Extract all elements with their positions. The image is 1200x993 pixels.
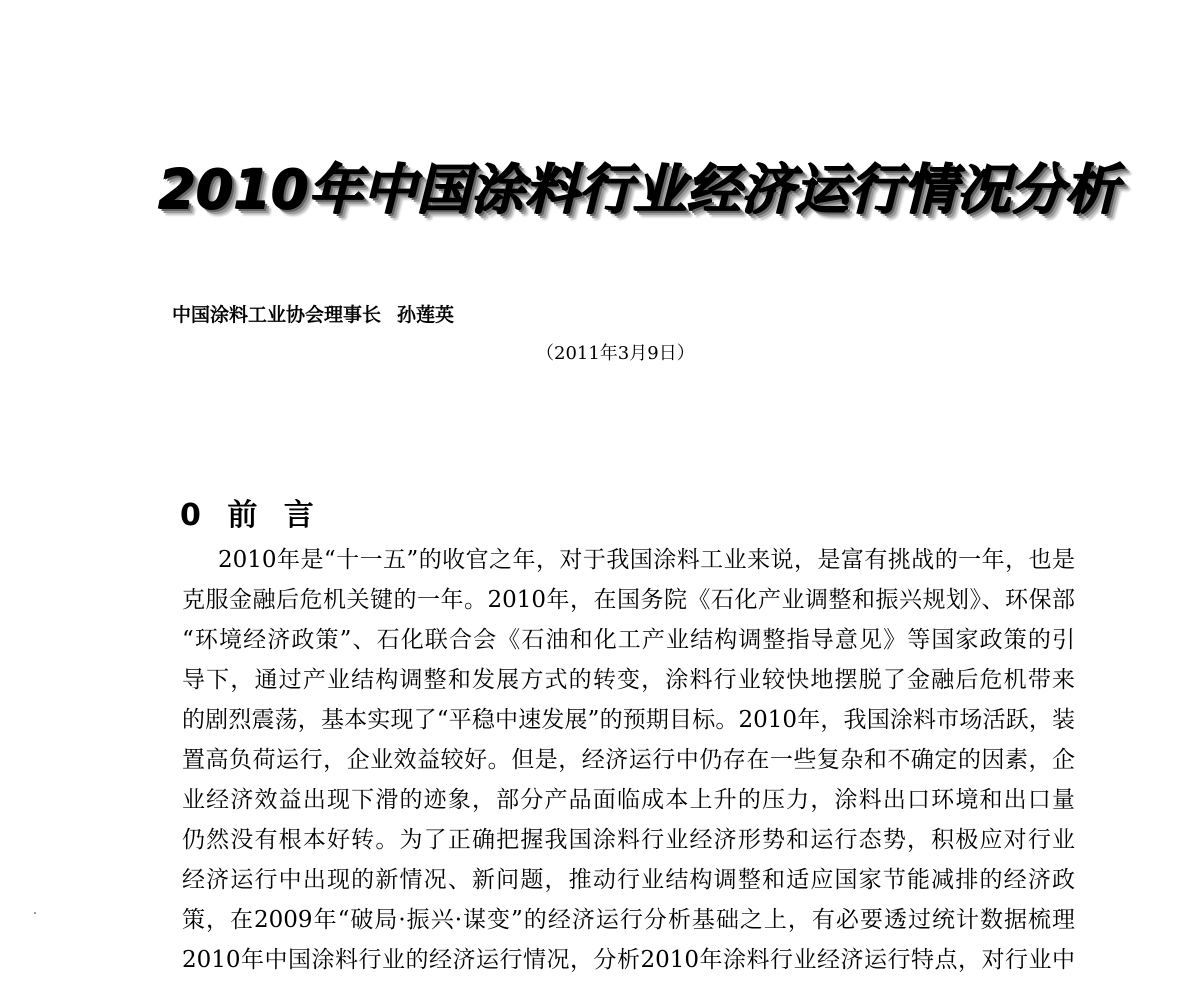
body-line: 策，在2009年“破局·振兴·谋变”的经济运行分析基础之上，有必要透过统计数据梳理 [182, 907, 1075, 933]
body-line: 置高负荷运行，企业效益较好。但是，经济运行中仍存在一些复杂和不确定的因素，企 [182, 747, 1075, 773]
body-line: 克服金融后危机关键的一年。2010年，在国务院《石化产业调整和振兴规划》、环保部 [182, 587, 1075, 613]
body-line: “环境经济政策”、石化联合会《石油和化工产业结构调整指导意见》等国家政策的引 [182, 627, 1075, 653]
body-line: 仍然没有根本好转。为了正确把握我国涂料行业经济形势和运行态势，积极应对行业 [182, 827, 1075, 853]
body-line: 导下，通过产业结构调整和发展方式的转变，涂料行业较快地摆脱了金融后危机带来 [182, 667, 1075, 693]
scan-speck [34, 912, 36, 914]
document-title: 2010年中国涂料行业经济运行情况分析 [158, 158, 1119, 221]
body-line: 2010年中国涂料行业的经济运行情况，分析2010年涂料行业经济运行特点，对行业中 [182, 947, 1075, 973]
section-heading: 0 前 言 [180, 498, 322, 533]
body-paragraph [182, 540, 1082, 980]
body-line: 经济运行中出现的新情况、新问题，推动行业结构调整和适应国家节能减排的经济政 [182, 867, 1075, 893]
document-date: （2011年3月9日） [536, 343, 695, 364]
body-line: 的剧烈震荡，基本实现了“平稳中速发展”的预期目标。2010年，我国涂料市场活跃，装 [182, 707, 1075, 733]
body-line: 2010年是“十一五”的收官之年，对于我国涂料工业来说，是富有挑战的一年，也是 [218, 547, 1075, 573]
body-line: 业经济效益出现下滑的迹象，部分产品面临成本上升的压力，涂料出口环境和出口量 [182, 787, 1075, 813]
author-name: 孙莲英 [397, 304, 455, 326]
author-role: 中国涂料工业协会理事长 [172, 304, 382, 326]
author-line [172, 302, 454, 328]
